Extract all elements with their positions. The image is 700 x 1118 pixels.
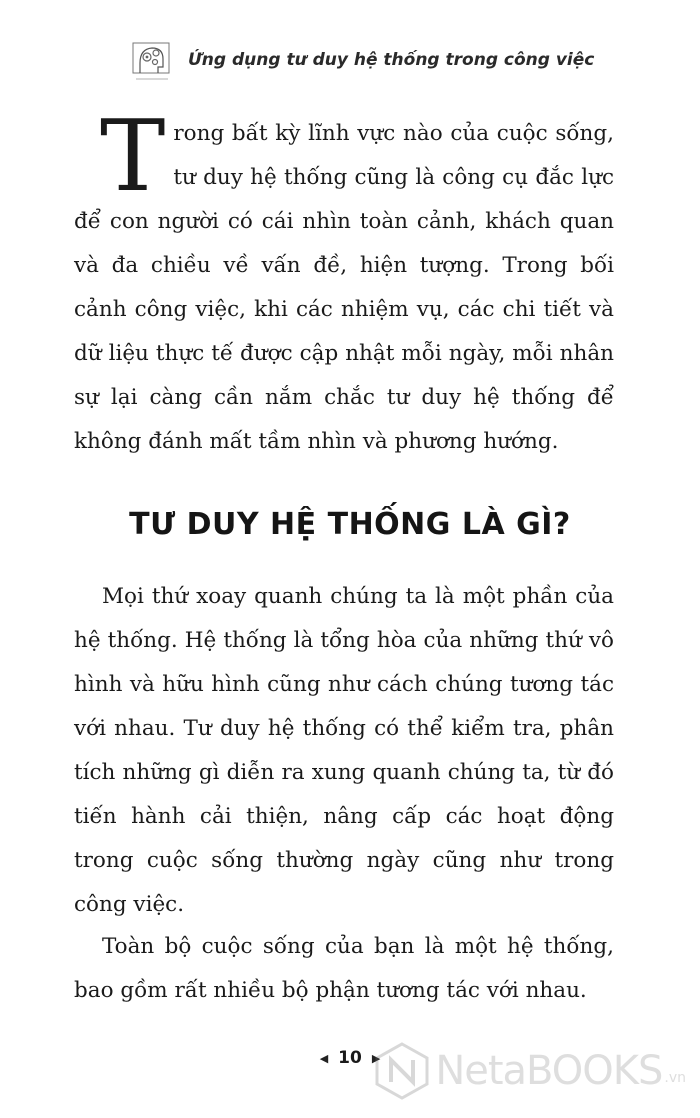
section-heading: TƯ DUY HỆ THỐNG LÀ GÌ?	[129, 507, 571, 542]
watermark	[375, 1040, 686, 1102]
running-header	[130, 36, 595, 84]
prev-arrow-icon: ◀	[319, 1051, 329, 1065]
intro-text: rong bất kỳ lĩnh vực nào của cuộc sống, tư duy hệ thống cũng là công cụ đắc lực để con người có cái nhìn toàn cảnh, khách quan và đa chiều về vấn đề, hiện tượng. Trong bối cảnh công việc, khi các nhiệm vụ, các chi tiết và dữ liệu thực tế được cập nhật mỗi ngày, mỗi nhân sự lại càng cần nắm chắc tư duy hệ thống để không đánh mất tầm nhìn và phương hướng.	[74, 121, 614, 454]
body-paragraph-2: Toàn bộ cuộc sống của bạn là một hệ thống, bao gồm rất nhiều bộ phận tương tác với nhau.	[74, 934, 614, 1003]
intro-paragraph	[74, 100, 614, 464]
gears-head-icon	[130, 37, 176, 83]
header-title: Ứng dụng tư duy hệ thống trong công việc	[188, 50, 595, 70]
watermark-text: NetaBOOKS	[435, 1048, 663, 1094]
page-number: 10	[338, 1048, 362, 1068]
body-paragraph-1: Mọi thứ xoay quanh chúng ta là một phần của hệ thống. Hệ thống là tổng hòa của những thứ vô hình và hữu hình cũng như cách chúng tương tác với nhau. Tư duy hệ thống có thể kiểm tra, phân tích những gì diễn ra xung quanh chúng ta, từ đó tiến hành cải thiện, nâng cấp các hoạt động trong cuộc sống thường ngày cũng như trong công việc.	[74, 584, 614, 917]
netabooks-logo-icon	[375, 1042, 429, 1100]
next-arrow-icon: ▶	[371, 1051, 381, 1065]
watermark-suffix: .vn	[664, 1070, 686, 1086]
drop-cap: T	[100, 100, 166, 214]
